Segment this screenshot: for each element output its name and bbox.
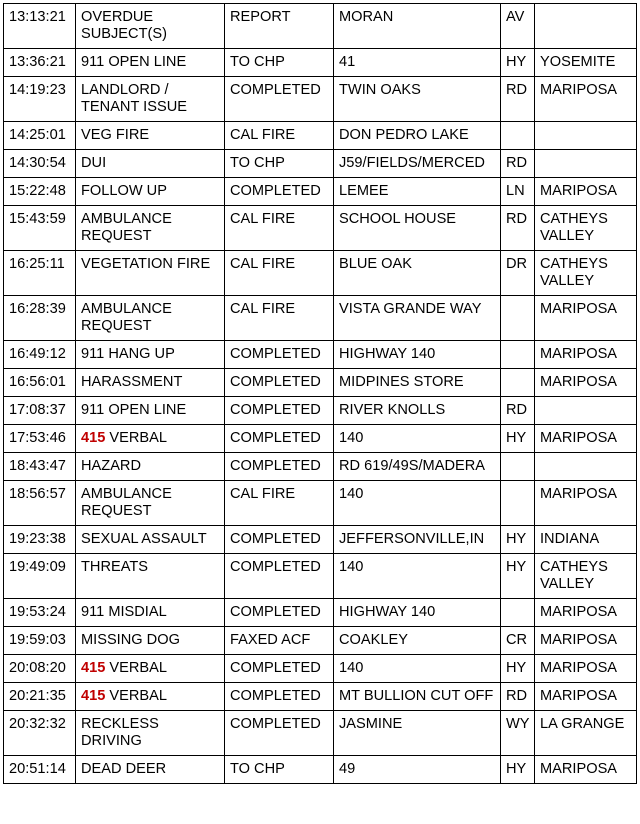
call-type-text: HAZARD (81, 458, 141, 474)
city-cell (535, 4, 637, 49)
location-text: HIGHWAY 140 (339, 346, 436, 362)
call-type-cell (76, 453, 225, 481)
street-suffix-cell (501, 425, 535, 453)
location-cell (334, 756, 501, 784)
street-suffix-cell (501, 122, 535, 150)
time-cell (4, 425, 76, 453)
location-text: MORAN (339, 9, 394, 25)
disposition-text: COMPLETED (230, 374, 321, 390)
city-cell (535, 122, 637, 150)
location-cell (334, 341, 501, 369)
location-text: SCHOOL HOUSE (339, 211, 457, 227)
city-cell (535, 206, 637, 251)
city-text: MARIPOSA (540, 346, 618, 362)
table-row (4, 296, 637, 341)
city-text: MARIPOSA (540, 430, 618, 446)
call-type-text: THREATS (81, 559, 149, 575)
street-suffix-text: RD (506, 82, 528, 98)
call-type-text: DEAD DEER (81, 761, 167, 777)
call-type-cell (76, 425, 225, 453)
table-row (4, 526, 637, 554)
table-row (4, 77, 637, 122)
city-text: LA GRANGE (540, 716, 625, 732)
time-cell (4, 150, 76, 178)
city-text: MARIPOSA (540, 632, 618, 648)
disposition-cell (225, 178, 334, 206)
location-cell (334, 526, 501, 554)
location-cell (334, 206, 501, 251)
street-suffix-cell (501, 481, 535, 526)
time-text: 14:19:23 (9, 82, 66, 98)
call-type-text: 911 OPEN LINE (81, 54, 187, 70)
disposition-text: COMPLETED (230, 531, 321, 547)
location-text: DON PEDRO LAKE (339, 127, 469, 143)
call-type-text: LANDLORD / TENANT ISSUE (81, 82, 187, 115)
disposition-cell (225, 599, 334, 627)
time-cell (4, 77, 76, 122)
location-cell (334, 369, 501, 397)
call-type-cell (76, 77, 225, 122)
time-cell (4, 627, 76, 655)
street-suffix-cell (501, 599, 535, 627)
call-type-cell (76, 369, 225, 397)
location-text: 49 (339, 761, 356, 777)
call-type-cell (76, 206, 225, 251)
disposition-text: COMPLETED (230, 559, 321, 575)
table-row (4, 599, 637, 627)
call-type-text: AMBULANCE REQUEST (81, 486, 172, 519)
disposition-cell (225, 369, 334, 397)
location-cell (334, 711, 501, 756)
time-text: 16:49:12 (9, 346, 66, 362)
disposition-text: TO CHP (230, 155, 285, 171)
time-cell (4, 756, 76, 784)
city-cell (535, 178, 637, 206)
city-text: MARIPOSA (540, 660, 618, 676)
street-suffix-text: HY (506, 761, 527, 777)
location-text: 140 (339, 559, 364, 575)
time-text: 14:30:54 (9, 155, 66, 171)
table-row (4, 369, 637, 397)
time-text: 20:21:35 (9, 688, 66, 704)
disposition-text: COMPLETED (230, 716, 321, 732)
table-row (4, 341, 637, 369)
location-text: J59/FIELDS/MERCED (339, 155, 485, 171)
call-type-text: AMBULANCE REQUEST (81, 211, 172, 244)
time-cell (4, 655, 76, 683)
disposition-cell (225, 481, 334, 526)
time-text: 19:49:09 (9, 559, 66, 575)
disposition-cell (225, 526, 334, 554)
table-row (4, 178, 637, 206)
location-cell (334, 599, 501, 627)
street-suffix-cell (501, 251, 535, 296)
table-row (4, 711, 637, 756)
disposition-cell (225, 251, 334, 296)
city-text: MARIPOSA (540, 486, 618, 502)
call-type-cell (76, 526, 225, 554)
disposition-cell (225, 453, 334, 481)
call-type-cell (76, 122, 225, 150)
time-text: 18:43:47 (9, 458, 66, 474)
time-text: 20:51:14 (9, 761, 66, 777)
city-text: MARIPOSA (540, 183, 618, 199)
table-row (4, 627, 637, 655)
table-row (4, 554, 637, 599)
disposition-text: COMPLETED (230, 660, 321, 676)
city-text: MARIPOSA (540, 374, 618, 390)
city-text: INDIANA (540, 531, 600, 547)
city-text: MARIPOSA (540, 301, 618, 317)
disposition-cell (225, 49, 334, 77)
call-type-cell (76, 397, 225, 425)
city-cell (535, 77, 637, 122)
street-suffix-cell (501, 178, 535, 206)
time-text: 16:28:39 (9, 301, 66, 317)
disposition-text: REPORT (230, 9, 291, 25)
street-suffix-text: RD (506, 402, 528, 418)
table-row (4, 251, 637, 296)
time-text: 16:56:01 (9, 374, 66, 390)
street-suffix-text: RD (506, 155, 528, 171)
call-type-text: VERBAL (109, 688, 167, 704)
location-cell (334, 481, 501, 526)
call-type-text: FOLLOW UP (81, 183, 167, 199)
time-text: 20:08:20 (9, 660, 66, 676)
city-text: MARIPOSA (540, 761, 618, 777)
disposition-text: COMPLETED (230, 430, 321, 446)
city-cell (535, 296, 637, 341)
call-type-cell (76, 49, 225, 77)
location-text: LEMEE (339, 183, 389, 199)
street-suffix-cell (501, 4, 535, 49)
disposition-text: COMPLETED (230, 346, 321, 362)
call-type-text: 911 OPEN LINE (81, 402, 187, 418)
location-cell (334, 122, 501, 150)
city-cell (535, 453, 637, 481)
call-type-text: OVERDUE SUBJECT(S) (81, 9, 167, 42)
disposition-cell (225, 206, 334, 251)
street-suffix-cell (501, 711, 535, 756)
city-cell (535, 425, 637, 453)
street-suffix-text: HY (506, 531, 527, 547)
call-type-cell (76, 627, 225, 655)
disposition-text: CAL FIRE (230, 127, 296, 143)
call-type-cell (76, 599, 225, 627)
disposition-text: COMPLETED (230, 183, 321, 199)
city-text: MARIPOSA (540, 688, 618, 704)
location-cell (334, 655, 501, 683)
disposition-cell (225, 296, 334, 341)
street-suffix-cell (501, 150, 535, 178)
location-cell (334, 296, 501, 341)
street-suffix-cell (501, 369, 535, 397)
time-cell (4, 4, 76, 49)
street-suffix-text: DR (506, 256, 528, 272)
street-suffix-cell (501, 49, 535, 77)
time-text: 19:23:38 (9, 531, 66, 547)
time-cell (4, 206, 76, 251)
city-text: MARIPOSA (540, 604, 618, 620)
city-cell (535, 599, 637, 627)
street-suffix-text: HY (506, 559, 527, 575)
disposition-text: CAL FIRE (230, 211, 296, 227)
time-cell (4, 122, 76, 150)
time-cell (4, 453, 76, 481)
location-cell (334, 683, 501, 711)
time-cell (4, 296, 76, 341)
disposition-cell (225, 627, 334, 655)
city-text: CATHEYS VALLEY (540, 559, 608, 592)
call-type-text: 911 MISDIAL (81, 604, 167, 620)
street-suffix-cell (501, 756, 535, 784)
disposition-cell (225, 150, 334, 178)
disposition-cell (225, 397, 334, 425)
location-text: JEFFERSONVILLE,IN (339, 531, 485, 547)
disposition-text: TO CHP (230, 54, 285, 70)
disposition-text: FAXED ACF (230, 632, 311, 648)
disposition-cell (225, 711, 334, 756)
call-code: 415 (81, 660, 110, 676)
location-cell (334, 4, 501, 49)
city-cell (535, 251, 637, 296)
street-suffix-cell (501, 683, 535, 711)
location-text: HIGHWAY 140 (339, 604, 436, 620)
city-text: MARIPOSA (540, 82, 618, 98)
table-row (4, 397, 637, 425)
street-suffix-text: AV (506, 9, 525, 25)
city-cell (535, 627, 637, 655)
time-cell (4, 481, 76, 526)
location-text: COAKLEY (339, 632, 408, 648)
location-cell (334, 77, 501, 122)
time-text: 17:53:46 (9, 430, 66, 446)
disposition-cell (225, 341, 334, 369)
call-type-cell (76, 554, 225, 599)
call-type-text: VERBAL (109, 430, 167, 446)
call-type-text: HARASSMENT (81, 374, 183, 390)
time-cell (4, 49, 76, 77)
call-type-text: VERBAL (109, 660, 167, 676)
location-cell (334, 49, 501, 77)
call-type-text: MISSING DOG (81, 632, 180, 648)
disposition-cell (225, 77, 334, 122)
disposition-text: COMPLETED (230, 82, 321, 98)
disposition-cell (225, 4, 334, 49)
call-type-cell (76, 711, 225, 756)
table-row (4, 481, 637, 526)
city-cell (535, 655, 637, 683)
location-cell (334, 397, 501, 425)
table-row (4, 4, 637, 49)
time-text: 15:22:48 (9, 183, 66, 199)
disposition-cell (225, 122, 334, 150)
call-type-cell (76, 683, 225, 711)
call-type-cell (76, 4, 225, 49)
call-log-body (4, 4, 637, 784)
call-type-cell (76, 251, 225, 296)
disposition-text: CAL FIRE (230, 486, 296, 502)
time-text: 20:32:32 (9, 716, 66, 732)
table-row (4, 122, 637, 150)
table-row (4, 49, 637, 77)
call-log-table (3, 3, 637, 784)
location-text: VISTA GRANDE WAY (339, 301, 482, 317)
disposition-text: TO CHP (230, 761, 285, 777)
city-cell (535, 341, 637, 369)
city-cell (535, 481, 637, 526)
disposition-text: COMPLETED (230, 688, 321, 704)
call-type-cell (76, 655, 225, 683)
call-type-cell (76, 296, 225, 341)
time-text: 13:13:21 (9, 9, 66, 25)
street-suffix-text: RD (506, 211, 528, 227)
table-row (4, 756, 637, 784)
call-type-text: VEGETATION FIRE (81, 256, 211, 272)
call-type-text: DUI (81, 155, 107, 171)
table-row (4, 206, 637, 251)
street-suffix-cell (501, 296, 535, 341)
city-cell (535, 683, 637, 711)
disposition-cell (225, 655, 334, 683)
location-text: 140 (339, 430, 364, 446)
location-cell (334, 554, 501, 599)
location-cell (334, 150, 501, 178)
location-text: 140 (339, 660, 364, 676)
call-type-text: AMBULANCE REQUEST (81, 301, 172, 334)
city-cell (535, 526, 637, 554)
disposition-cell (225, 756, 334, 784)
location-text: TWIN OAKS (339, 82, 421, 98)
time-text: 14:25:01 (9, 127, 66, 143)
location-cell (334, 251, 501, 296)
time-cell (4, 178, 76, 206)
time-cell (4, 341, 76, 369)
location-text: MT BULLION CUT OFF (339, 688, 494, 704)
time-cell (4, 526, 76, 554)
street-suffix-text: WY (506, 716, 530, 732)
call-type-cell (76, 178, 225, 206)
disposition-text: COMPLETED (230, 604, 321, 620)
location-cell (334, 425, 501, 453)
time-text: 17:08:37 (9, 402, 66, 418)
city-cell (535, 554, 637, 599)
call-code: 415 (81, 430, 110, 446)
table-row (4, 150, 637, 178)
time-cell (4, 711, 76, 756)
table-row (4, 453, 637, 481)
city-text: YOSEMITE (540, 54, 616, 70)
city-cell (535, 397, 637, 425)
city-text: CATHEYS VALLEY (540, 256, 608, 289)
call-type-text: SEXUAL ASSAULT (81, 531, 207, 547)
time-text: 18:56:57 (9, 486, 66, 502)
disposition-cell (225, 554, 334, 599)
disposition-cell (225, 425, 334, 453)
street-suffix-text: CR (506, 632, 528, 648)
street-suffix-text: HY (506, 660, 527, 676)
street-suffix-cell (501, 655, 535, 683)
time-text: 19:53:24 (9, 604, 66, 620)
street-suffix-text: LN (506, 183, 525, 199)
location-text: JASMINE (339, 716, 403, 732)
time-cell (4, 599, 76, 627)
time-cell (4, 369, 76, 397)
location-text: BLUE OAK (339, 256, 412, 272)
disposition-text: CAL FIRE (230, 301, 296, 317)
table-row (4, 683, 637, 711)
location-text: RIVER KNOLLS (339, 402, 446, 418)
city-text: CATHEYS VALLEY (540, 211, 608, 244)
call-type-cell (76, 756, 225, 784)
location-text: 140 (339, 486, 364, 502)
call-type-cell (76, 481, 225, 526)
call-type-cell (76, 150, 225, 178)
disposition-text: CAL FIRE (230, 256, 296, 272)
location-cell (334, 627, 501, 655)
time-text: 16:25:11 (9, 256, 65, 272)
time-cell (4, 683, 76, 711)
call-type-cell (76, 341, 225, 369)
location-text: 41 (339, 54, 356, 70)
time-text: 15:43:59 (9, 211, 66, 227)
table-row (4, 425, 637, 453)
street-suffix-cell (501, 526, 535, 554)
location-cell (334, 178, 501, 206)
time-text: 19:59:03 (9, 632, 66, 648)
call-type-text: VEG FIRE (81, 127, 150, 143)
call-type-text: RECKLESS DRIVING (81, 716, 159, 749)
time-cell (4, 251, 76, 296)
location-text: RD 619/49S/MADERA (339, 458, 485, 474)
city-cell (535, 49, 637, 77)
disposition-text: COMPLETED (230, 402, 321, 418)
call-type-text: 911 HANG UP (81, 346, 175, 362)
street-suffix-cell (501, 627, 535, 655)
street-suffix-cell (501, 453, 535, 481)
street-suffix-text: RD (506, 688, 528, 704)
disposition-cell (225, 683, 334, 711)
street-suffix-cell (501, 397, 535, 425)
time-cell (4, 554, 76, 599)
street-suffix-cell (501, 341, 535, 369)
street-suffix-cell (501, 206, 535, 251)
street-suffix-cell (501, 77, 535, 122)
table-row (4, 655, 637, 683)
city-cell (535, 711, 637, 756)
street-suffix-cell (501, 554, 535, 599)
time-text: 13:36:21 (9, 54, 66, 70)
disposition-text: COMPLETED (230, 458, 321, 474)
call-code: 415 (81, 688, 110, 704)
city-cell (535, 756, 637, 784)
city-cell (535, 150, 637, 178)
location-text: MIDPINES STORE (339, 374, 464, 390)
time-cell (4, 397, 76, 425)
city-cell (535, 369, 637, 397)
street-suffix-text: HY (506, 430, 527, 446)
location-cell (334, 453, 501, 481)
street-suffix-text: HY (506, 54, 527, 70)
